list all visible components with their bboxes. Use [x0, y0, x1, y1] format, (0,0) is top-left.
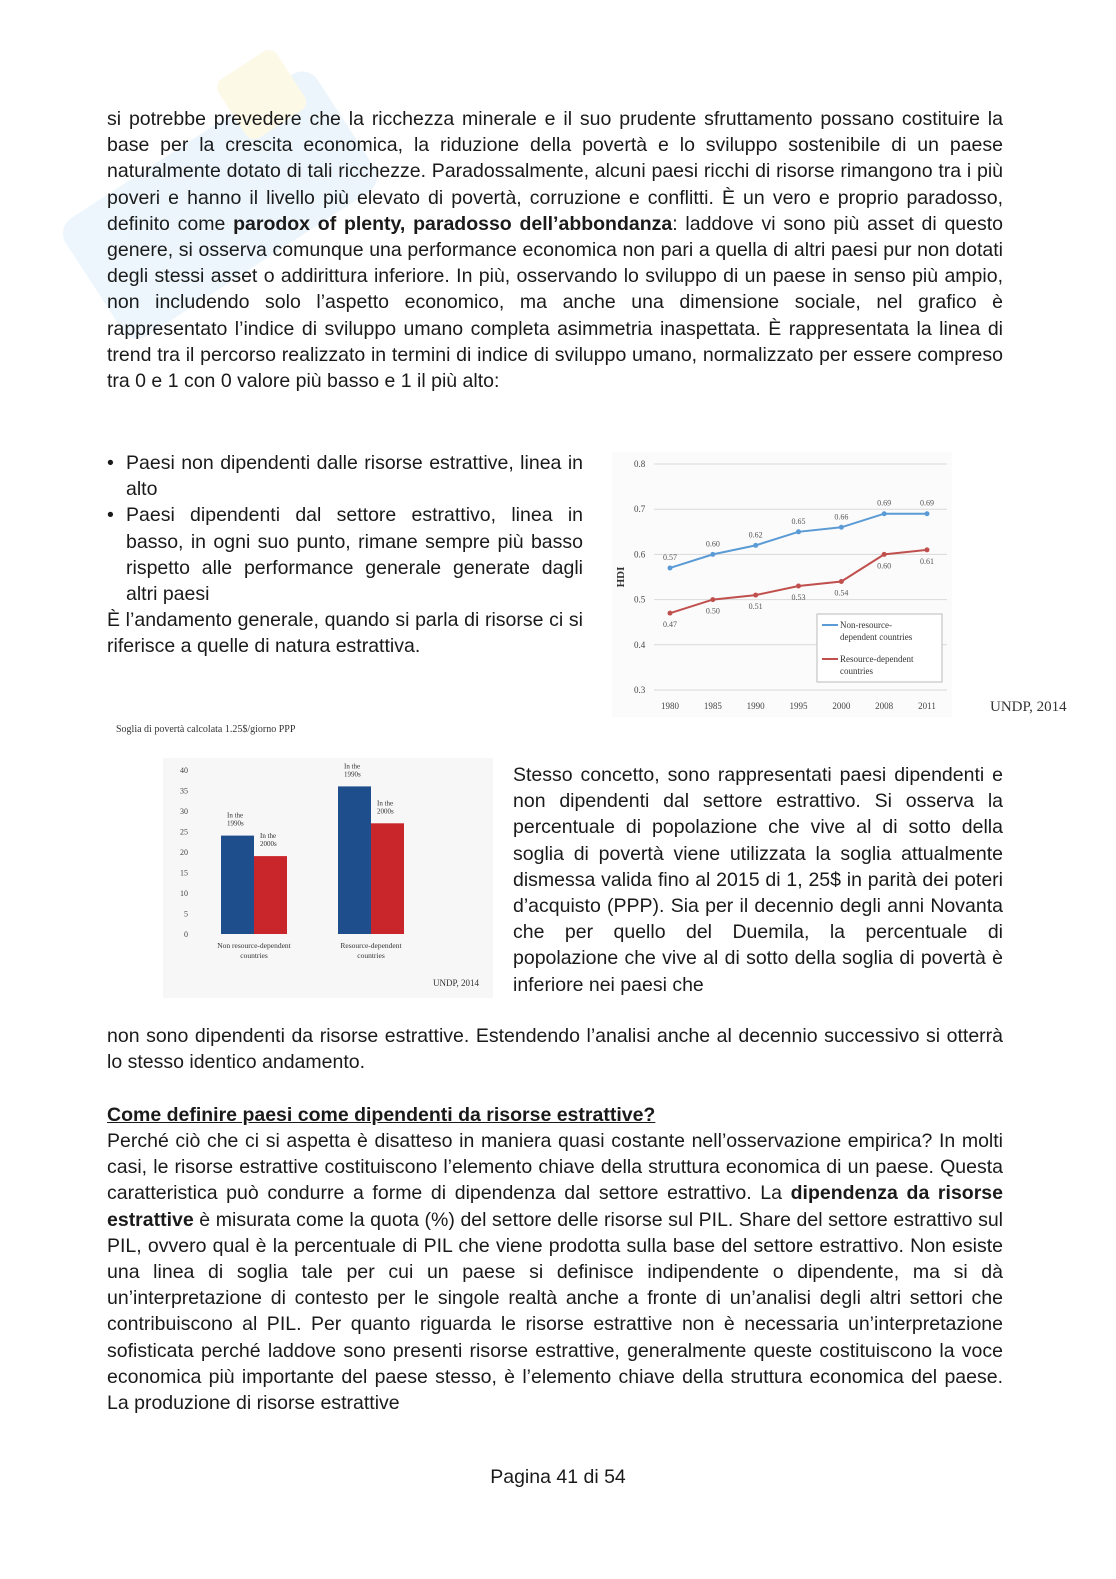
bullet-list	[107, 450, 583, 660]
x-tick-label: 1985	[703, 701, 722, 711]
data-label: 0.65	[791, 516, 806, 526]
paragraph-poverty: Stesso concetto, sono rappresentati paesi dipendenti e non dipendenti dal settore estrattivo. Si osserva la percentuale di popolazione che vive al di sotto della soglia di povertà viene utilizzata la soglia attualmente dismessa valida fino al 2015 di 1, 25$ in parità dei poteri d’acquisto (PPP). Sia per il decennio degli anni Novanta che per quello del Duemila, la percentuale di popolazione che vive al di sotto della soglia di povertà è inferiore nei paesi che	[513, 764, 1003, 996]
data-label: 0.69	[920, 498, 934, 508]
x-tick-label: 1980	[661, 701, 679, 711]
data-label: 0.57	[663, 552, 677, 562]
data-label: 0.69	[877, 498, 892, 508]
data-label: 0.51	[748, 602, 763, 612]
data-point	[839, 525, 844, 530]
chart-source: UNDP, 2014	[990, 699, 1067, 715]
data-point	[668, 611, 673, 616]
hdi-line-chart	[612, 452, 952, 717]
y-axis-label: HDI	[615, 566, 627, 588]
y-tick-label: 0.6	[634, 549, 646, 560]
bar-label: 2000s	[260, 840, 277, 849]
poverty-bar-chart	[108, 718, 498, 998]
x-category-label: countries	[357, 951, 385, 960]
data-label: 0.66	[834, 512, 849, 522]
data-label: 0.61	[920, 556, 934, 566]
y-tick-label: 0.8	[634, 459, 646, 469]
bar	[221, 836, 254, 934]
data-point	[753, 543, 758, 548]
bar-label: In the	[344, 762, 361, 771]
x-tick-label: 2008	[875, 701, 894, 711]
chart-title: Soglia di povertà calcolata 1.25$/giorno PPP	[116, 724, 296, 735]
bar-label: 1990s	[344, 770, 361, 779]
data-label: 0.53	[791, 593, 806, 603]
legend-label: countries	[840, 666, 873, 676]
legend	[817, 614, 942, 682]
data-point	[882, 511, 887, 516]
list-item: • Paesi non dipendenti dalle risorse estrattive, linea in alto	[107, 452, 583, 501]
bar	[338, 786, 371, 934]
bar	[254, 856, 287, 934]
legend-label: Non-resource-	[840, 620, 892, 630]
x-tick-label: 2000	[832, 701, 851, 711]
legend-label: dependent countries	[840, 632, 913, 642]
list-item: • Paesi dipendenti dal settore estrattivo, linea in basso, in ogni suo punto, rimane sempre più basso rispetto alle performance generale generate dagli altri paesi	[107, 504, 583, 606]
y-tick-label: 20	[180, 848, 188, 857]
chart-source: UNDP, 2014	[433, 978, 480, 988]
bar-label: 1990s	[227, 819, 244, 828]
data-label: 0.60	[877, 561, 892, 571]
x-tick-label: 1990	[746, 701, 765, 711]
paragraph-intro: si potrebbe prevedere che la ricchezza minerale e il suo prudente sfruttamento possano costituire la base per la crescita economica, la riduzione della povertà e lo sviluppo sostenibile di un paese naturalmente dotato di tali ricchezze. Paradossalmente, alcuni paesi ricchi di risorse rimangono tra i più poveri e hanno il livello più elevato di povertà, corruzione e conflitti. È un vero e proprio paradosso, definito come parodox of plenty, paradosso dell’abbondanza: laddove vi sono più asset di questo genere, si osserva comunque una performance economica non pari a quella di altri paesi pur non dotati degli stessi asset o addirittura inferiore. In più, osservando lo sviluppo di un paese in senso più ampio, non includendo solo l’aspetto economico, ma anche una dimensione sociale, nel grafico è rappresentato l’indice di sviluppo umano completa asimmetria inaspettata. È rappresentata la linea di trend tra il percorso realizzato in termini di indice di sviluppo umano, normalizzato per essere compreso tra 0 e 1 con 0 valore più basso e 1 il più alto:	[107, 108, 1003, 393]
y-tick-label: 35	[180, 786, 188, 796]
bar	[371, 823, 404, 934]
y-tick-label: 5	[184, 909, 188, 919]
legend-label: Resource-dependent	[840, 654, 914, 664]
data-label: 0.47	[663, 620, 677, 630]
data-label: 0.50	[705, 606, 720, 616]
paragraph-poverty-continued: non sono dipendenti da risorse estrattive. Estendendo l’analisi anche al decennio successivo si otterrà lo stesso identico andamento.	[107, 1025, 1003, 1074]
data-label: 0.62	[748, 530, 763, 540]
x-category-label: Resource-dependent	[340, 941, 402, 950]
data-point	[753, 593, 758, 598]
data-point	[710, 597, 715, 602]
data-label: 0.54	[834, 588, 849, 598]
bar-label: In the	[377, 799, 394, 808]
data-point	[710, 552, 715, 557]
data-point	[668, 565, 673, 570]
y-tick-label: 0	[184, 930, 188, 939]
data-label: 0.60	[705, 539, 720, 549]
y-tick-label: 10	[180, 889, 188, 898]
x-category-label: countries	[240, 951, 268, 960]
x-tick-label: 1995	[789, 701, 808, 711]
data-point	[925, 511, 930, 516]
y-tick-label: 15	[180, 868, 188, 878]
y-tick-label: 40	[180, 766, 188, 775]
data-point	[882, 552, 887, 557]
y-tick-label: 0.7	[634, 504, 646, 515]
y-tick-label: 25	[180, 827, 188, 837]
section-heading: Come definire paesi come dipendenti da risorse estrattive?	[107, 1104, 656, 1126]
data-point	[796, 584, 801, 589]
x-category-label: Non resource-dependent	[217, 941, 291, 950]
bar-label: 2000s	[377, 807, 394, 816]
data-point	[796, 529, 801, 534]
y-tick-label: 0.3	[634, 685, 646, 695]
bar-label: In the	[260, 832, 277, 841]
x-tick-label: 2011	[918, 701, 936, 711]
data-point	[925, 547, 930, 552]
paragraph-trend-note: È l’andamento generale, quando si parla di risorse ci si riferisce a quelle di natura estrattiva.	[107, 609, 583, 658]
page-footer: Pagina 41 di 54	[490, 1466, 626, 1488]
y-tick-label: 0.5	[634, 594, 646, 605]
bar-label: In the	[227, 811, 244, 820]
paragraph-dependence: Perché ciò che ci si aspetta è disatteso in maniera quasi costante nell’osservazione empirica? In molti casi, le risorse estrattive costituiscono l’elemento chiave della struttura economica di un paese. Questa caratteristica può condurre a forme di dipendenza dal settore estrattivo. La dipendenza da risorse estrattive è misurata come la quota (%) del settore delle risorse sul PIL. Share del settore estrattivo sul PIL, ovvero qual è la percentuale di PIL che viene prodotta sulla base del settore estrattivo. Non esiste una linea di soglia tale per cui un paese si definisce indipendente o dipendente, ma si dà un’interpretazione di contesto per le singole realtà anche a fronte di un’analisi degli altri settori che contribuiscono al PIL. Per quanto riguarda le risorse estrattive non è necessaria un’interpretazione sofisticata perché laddove sono presenti risorse estrattive, generalmente queste costituiscono la voce economica più importante del paese stesso, è l’elemento chiave della struttura economica del paese. La produzione di risorse estrattive	[107, 1130, 1003, 1415]
data-point	[839, 579, 844, 584]
y-tick-label: 30	[180, 807, 188, 816]
y-tick-label: 0.4	[634, 639, 646, 650]
